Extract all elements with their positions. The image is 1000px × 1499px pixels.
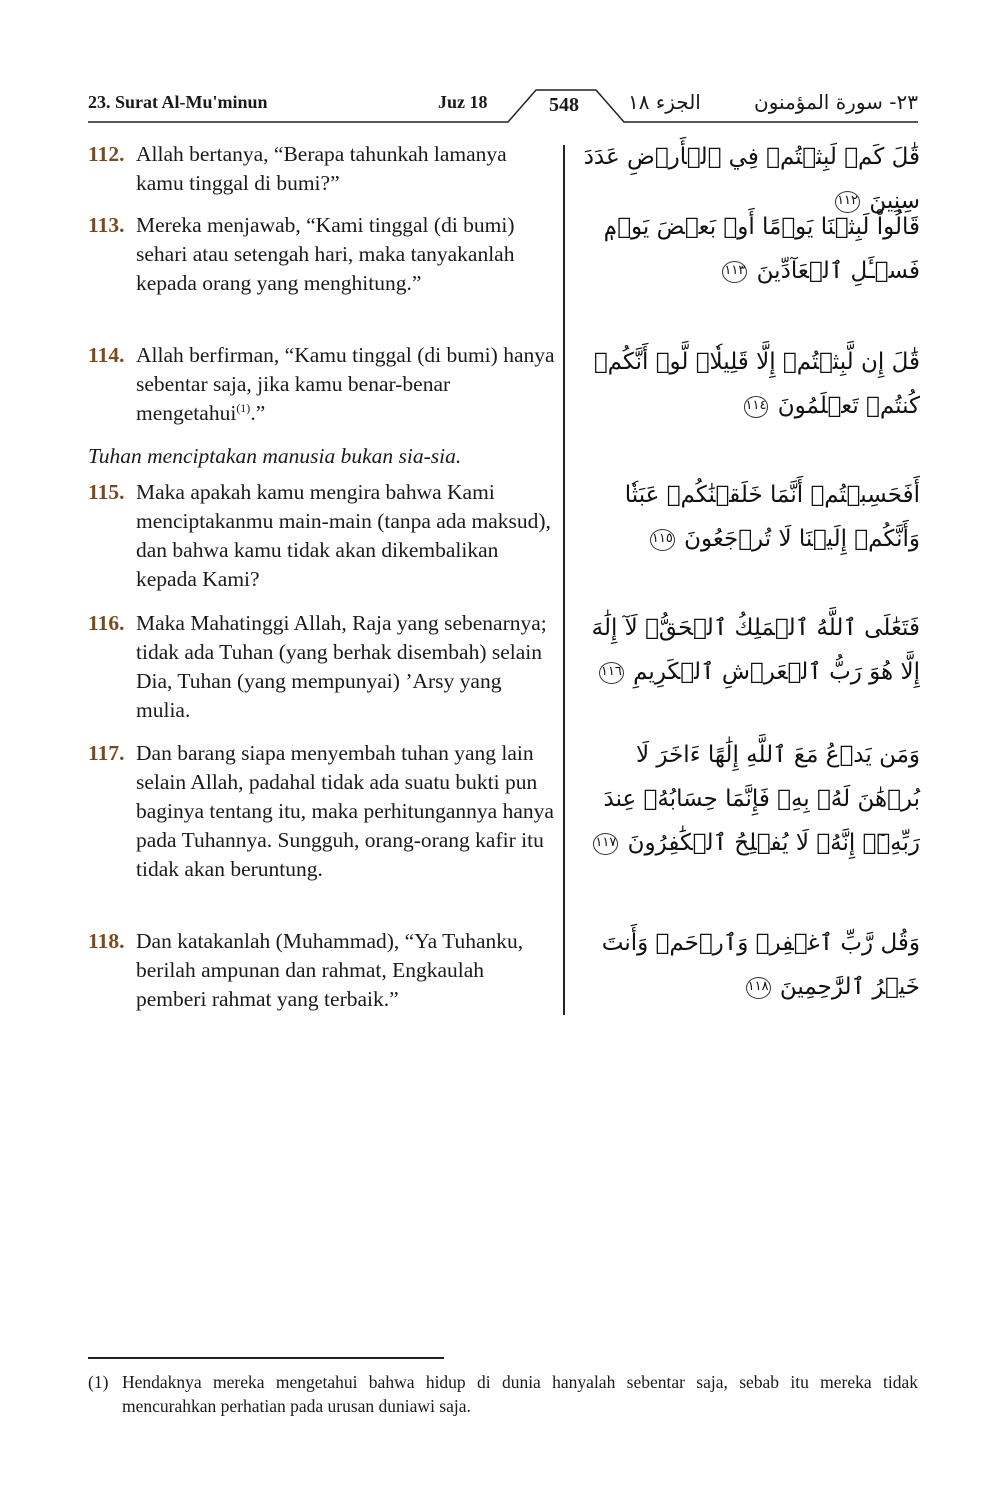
footnote-reference: (1): [236, 400, 251, 415]
ayah-end-marker: ١١٥: [650, 529, 675, 551]
translation-text: Allah bertanya, “Berapa tahunkah lamanya kamu tinggal di bumi?”: [136, 142, 507, 195]
column-divider: [563, 145, 565, 1015]
section-title: Tuhan menciptakan manusia bukan sia-sia.: [88, 444, 462, 468]
surah-name-arabic: ٢٣- سورة المؤمنون: [754, 90, 918, 114]
verse-arabic-118: [580, 921, 920, 1009]
verse-arabic-113: [580, 205, 920, 293]
ayah-end-marker: ١١٣: [722, 261, 747, 283]
arabic-text: أَفَحَسِبۡتُمۡ أَنَّمَا خَلَقۡنَٰكُمۡ عَبَثٗا وَأَنَّكُمۡ إِلَيۡنَا لَا تُرۡجَعُونَ: [624, 482, 920, 552]
ayah-end-marker: ١١٤: [744, 396, 769, 418]
verse-number: 117.: [88, 741, 125, 765]
translation-text-part: Allah berfirman, “Kamu tinggal (di bumi) hanya sebentar saja, jika kamu benar-benar mengetahui: [136, 343, 555, 425]
arabic-text: قَالُواْ لَبِثۡنَا يَوۡمًا أَوۡ بَعۡضَ يَوۡمٖ فَسۡـَٔلِ ٱلۡعَآدِّينَ: [603, 214, 920, 284]
verse-number: 113.: [88, 213, 125, 237]
arabic-text: قَٰلَ إِن لَّبِثۡتُمۡ إِلَّا قَلِيلٗاۖ لَّوۡ أَنَّكُمۡ كُنتُمۡ تَعۡلَمُونَ: [593, 349, 920, 419]
arabic-text: وَقُل رَّبِّ ٱغۡفِرۡ وَٱرۡحَمۡ وَأَنتَ خَيۡرُ ٱلرَّٰحِمِينَ: [601, 930, 920, 1000]
verse-translation-114: [88, 341, 558, 428]
footnote-marker: (1): [88, 1372, 109, 1392]
verse-arabic-117: [580, 733, 920, 865]
page-header: [88, 88, 918, 128]
arabic-text: قَٰلَ كَمۡ لَبِثۡتُمۡ فِي ٱلۡأَرۡضِ عَدَدَ سِنِينَ: [583, 144, 920, 214]
translation-text: Maka Mahatinggi Allah, Raja yang sebenarnya; tidak ada Tuhan (yang berhak disembah) selain Dia, Tuhan (yang mempunyai) ’Arsy yang mulia.: [136, 611, 547, 722]
verse-number: 114.: [88, 343, 125, 367]
juz-label: Juz 18: [438, 92, 488, 112]
translation-text: Dan barang siapa menyembah tuhan yang lain selain Allah, padahal tidak ada suatu bukti pun baginya tentang itu, maka perhitungannya hanya pada Tuhannya. Sungguh, orang-orang kafir itu tidak akan beruntung.: [136, 741, 554, 881]
verse-number: 118.: [88, 929, 125, 953]
verse-translation-112: [88, 140, 558, 198]
surah-name-latin: 23. Surat Al-Mu'minun: [88, 92, 268, 112]
ayah-end-marker: ١١٧: [593, 833, 618, 855]
arabic-text: فَتَعَٰلَى ٱللَّهُ ٱلۡمَلِكُ ٱلۡحَقُّۖ لَآ إِلَٰهَ إِلَّا هُوَ رَبُّ ٱلۡعَرۡشِ ٱلۡكَرِيمِ: [591, 615, 920, 685]
footnote-text: Hendaknya mereka mengetahui bahwa hidup di dunia hanyalah sebentar saja, sebab itu mereka tidak mencurahkan perhatian pada urusan duniawi saja.: [122, 1372, 918, 1416]
footnote-rule: [88, 1357, 444, 1359]
verse-translation-116: [88, 609, 558, 725]
translation-text: Maka apakah kamu mengira bahwa Kami menciptakanmu main-main (tanpa ada maksud), dan bahwa kamu tidak akan dikembalikan kepada Kami?: [136, 480, 551, 591]
page-number: 548: [549, 94, 579, 116]
verse-arabic-115: [580, 473, 920, 561]
ayah-end-marker: ١١٦: [599, 662, 624, 684]
verse-translation-118: [88, 927, 558, 1014]
verse-arabic-114: [580, 340, 920, 428]
verse-translation-113: [88, 211, 558, 298]
verse-number: 112.: [88, 142, 125, 166]
translation-text: Mereka menjawab, “Kami tinggal (di bumi) sehari atau setengah hari, maka tanyakanlah kepada orang yang menghitung.”: [136, 213, 515, 295]
verse-translation-117: [88, 739, 558, 884]
arabic-text: وَمَن يَدۡعُ مَعَ ٱللَّهِ إِلَٰهًا ءَاخَرَ لَا بُرۡهَٰنَ لَهُۥ بِهِۦ فَإِنَّمَا حِسَابُهُۥ عِندَ رَبِّهِۦٓۚ إِنَّهُۥ لَا يُفۡلِحُ ٱلۡكَٰفِرُونَ: [603, 742, 920, 856]
verse-arabic-116: [580, 606, 920, 694]
ayah-end-marker: ١١٨: [746, 977, 771, 999]
verse-translation-115: [88, 478, 558, 594]
verse-number: 115.: [88, 480, 125, 504]
translation-text-part: .”: [250, 401, 266, 425]
juz-label-arabic: الجزء ١٨: [628, 90, 701, 114]
footnote: [88, 1370, 918, 1418]
translation-text: [136, 341, 558, 428]
verse-number: 116.: [88, 611, 125, 635]
translation-text: Dan katakanlah (Muhammad), “Ya Tuhanku, berilah ampunan dan rahmat, Engkaulah pemberi rahmat yang terbaik.”: [136, 929, 524, 1011]
ayah-end-marker: ١١٢: [835, 191, 860, 213]
